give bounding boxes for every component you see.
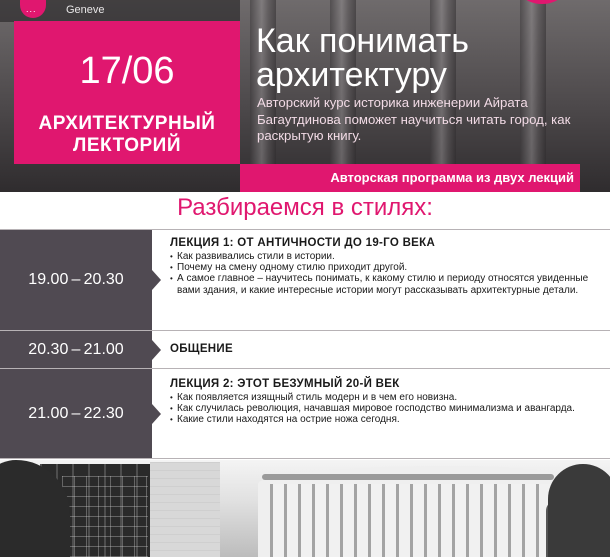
glass-facade-image — [62, 476, 148, 557]
event-type — [14, 113, 240, 157]
bullet-item: • Почему на смену одному стилю приходит другой. — [170, 262, 602, 273]
location-pin-icon: ... — [20, 0, 46, 18]
break-title: ОБЩЕНИЕ — [170, 343, 233, 355]
bullet-item: • А самое главное – научитесь понимать, к какому стилю и периоду относятся увиденные вами здания, и какие интересные истории могут рассказывать архитектурные детали. — [170, 273, 602, 295]
program-note: Авторская программа из двух лекций — [330, 170, 574, 185]
chevron-right-icon — [152, 340, 161, 360]
tower-image — [150, 462, 220, 557]
bullet-item: • Какие стили находятся на острие ножа сегодня. — [170, 414, 602, 425]
chevron-right-icon — [152, 270, 161, 290]
header-banner — [0, 0, 610, 192]
bullet-item: • Как развивались стили в истории. — [170, 251, 602, 262]
chevron-right-icon — [152, 404, 161, 424]
event-type-line1: АРХИТЕКТУРНЫЙ — [38, 113, 216, 134]
stadium-columns-image — [270, 484, 550, 557]
schedule-row — [0, 368, 610, 459]
bullet-item: • Как случилась революция, начавшая мировое господство минимализма и авангарда. — [170, 403, 602, 414]
tree-image — [548, 464, 610, 557]
schedule-row — [0, 330, 610, 368]
lecture-bullets — [170, 392, 602, 426]
lecture-bullets — [170, 251, 602, 296]
event-type-line2: ЛЕКТОРИЙ — [73, 135, 181, 156]
lecture-info — [170, 237, 602, 296]
page-title — [256, 24, 601, 92]
date-box — [14, 21, 240, 164]
architecture-photo — [0, 460, 610, 557]
bullet-item: • Как появляется изящный стиль модерн и в чем его новизна. — [170, 392, 602, 403]
lecture-title: ЛЕКЦИЯ 1: ОТ АНТИЧНОСТИ ДО 19-ГО ВЕКА — [170, 237, 436, 249]
location-line: Geneve — [66, 4, 105, 16]
location-text — [66, 0, 105, 17]
time-cell: 21.00 – 22.30 — [0, 369, 152, 458]
schedule-row — [0, 229, 610, 330]
title-line1: Как понимать — [256, 22, 469, 60]
time-cell: 20.30 – 21.00 — [0, 331, 152, 368]
lead-text: Авторский курс историка инженерии Айрата Багаутдинова поможет научиться читать город, как раскрытую книгу. — [257, 95, 571, 143]
event-date: 17/06 — [79, 50, 175, 92]
lecture-title: ЛЕКЦИЯ 2: ЭТОТ БЕЗУМНЫЙ 20-Й ВЕК — [170, 378, 400, 390]
time-cell: 19.00 – 20.30 — [0, 230, 152, 330]
section-heading: Разбираемся в стилях: — [177, 194, 433, 221]
stadium-roof-image — [262, 474, 554, 480]
break-info — [170, 343, 602, 356]
title-line2: архитектуру — [256, 56, 447, 94]
lecture-info — [170, 378, 602, 426]
